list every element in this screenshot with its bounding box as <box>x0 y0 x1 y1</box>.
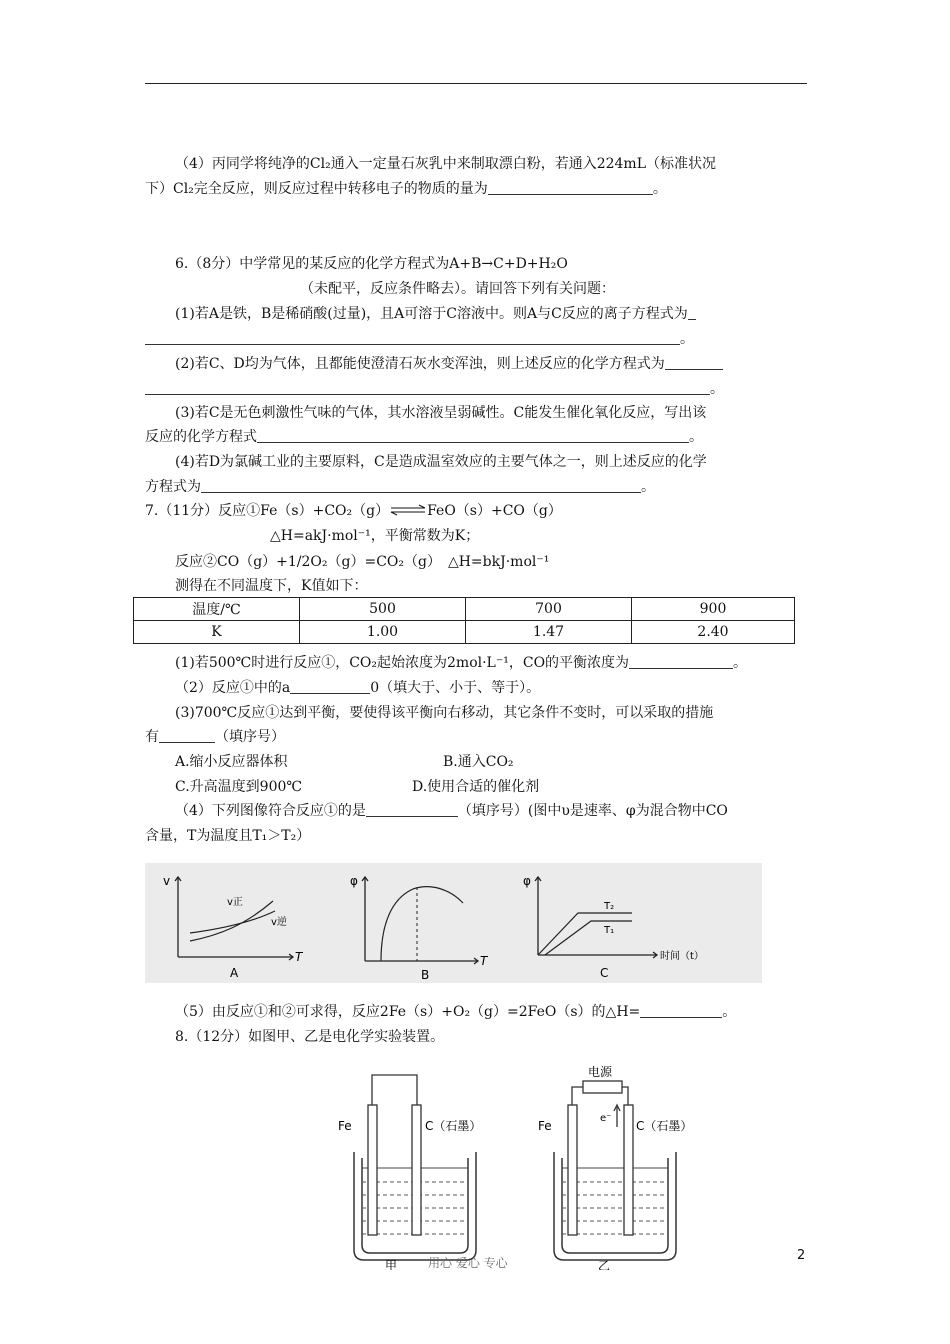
axis-label-t: T <box>480 954 488 968</box>
table-cell: 1.00 <box>300 621 466 644</box>
table-cell: K <box>134 621 300 644</box>
q6-part2-answer: 。 <box>145 380 724 398</box>
answer-blank[interactable] <box>145 330 680 345</box>
q8-title: 8.（12分）如图甲、乙是电化学实验装置。 <box>175 1029 445 1045</box>
q6-part3b: 反应的化学方程式 。 <box>145 429 703 445</box>
graph-c-label: C <box>600 966 609 980</box>
table-row <box>134 598 795 621</box>
curve-label-v-pos: v正 <box>227 897 243 908</box>
axis-label-time: 时间（t） <box>660 951 704 962</box>
apparatus-jia <box>338 1075 481 1270</box>
label-power: 电源 <box>588 1065 613 1079</box>
axis-label-v: v <box>163 874 171 888</box>
q7-title: 7.（11分）反应①Fe（s）+CO₂（g） FeO（s）+CO（g） <box>145 503 562 519</box>
axis-label-phi: φ <box>523 874 531 888</box>
curve-label-t1: T₁ <box>604 925 615 936</box>
q6-part4b: 方程式为 。 <box>145 479 655 495</box>
electrochemistry-figure <box>330 1055 720 1270</box>
label-electron: e⁻ <box>600 1113 612 1124</box>
q7-option-d: D.使用合适的催化剂 <box>412 779 540 795</box>
label-yi: 乙 <box>598 1259 611 1270</box>
table-cell: 900 <box>632 598 795 621</box>
header-rule <box>145 83 807 84</box>
table-cell: 700 <box>466 598 632 621</box>
q6-title: 6.（8分）中学常见的某反应的化学方程式为A+B→C+D+H₂O <box>175 256 568 272</box>
page-footer: 用心 爱心 专心 <box>428 1256 508 1270</box>
table-cell: 温度/℃ <box>134 598 300 621</box>
q7-part4: （4）下列图像符合反应①的是 （填序号）(图中υ是速率、φ为混合物中CO <box>175 803 728 819</box>
label-fe: Fe <box>538 1119 552 1133</box>
answer-blank[interactable] <box>640 1003 722 1018</box>
answer-blank[interactable] <box>688 305 696 320</box>
q7-part3: (3)700℃反应①达到平衡，要使得该平衡向右移动，其它条件不变时，可以采取的措施 <box>175 705 714 721</box>
table-row <box>134 621 795 644</box>
q4-line2: 下）Cl₂完全反应，则反应过程中转移电子的物质的量为 。 <box>145 181 667 197</box>
q7-option-c: C.升高温度到900℃ <box>175 779 303 795</box>
q7-part1: (1)若500℃时进行反应①，CO₂起始浓度为2mol·L⁻¹，CO的平衡浓度为 。 <box>175 655 748 671</box>
power-source-box <box>583 1081 622 1093</box>
q7-part4b: 含量，T为温度且T₁＞T₂） <box>145 828 311 844</box>
axis-label-t: T <box>295 950 303 964</box>
q7-option-b: B.通入CO₂ <box>443 754 514 770</box>
answer-blank[interactable] <box>665 355 723 370</box>
answer-blank[interactable] <box>488 180 653 195</box>
table-cell: 500 <box>300 598 466 621</box>
label-fe: Fe <box>338 1119 352 1133</box>
label-c-graphite: C（石墨） <box>425 1119 482 1133</box>
answer-blank[interactable] <box>366 802 458 817</box>
answer-blank[interactable] <box>145 380 710 395</box>
curve-label-v-neg: v逆 <box>271 917 287 928</box>
apparatus-yi <box>538 1064 692 1270</box>
q6-part1: (1)若A是铁，B是稀硝酸(过量)，且A可溶于C溶液中。则A与C反应的离子方程式为 <box>175 305 696 323</box>
q6-part4: (4)若D为氯碱工业的主要原料，C是造成温室效应的主要气体之一，则上述反应的化学 <box>175 454 707 470</box>
axis-label-phi: φ <box>350 874 358 888</box>
graph-a-label: A <box>230 966 239 980</box>
answer-blank[interactable] <box>201 478 641 493</box>
curve-label-t2: T₂ <box>604 901 615 912</box>
q6-part2: (2)若C、D均为气体，且都能使澄清石灰水变浑浊，则上述反应的化学方程式为 <box>175 355 723 373</box>
equilibrium-arrow-icon <box>389 504 427 516</box>
answer-blank[interactable] <box>290 679 370 694</box>
q4-line1: （4）丙同学将纯净的Cl₂通入一定量石灰乳中来制取漂白粉，若通入224mL（标准状况 <box>175 156 717 172</box>
q7-part5: （5）由反应①和②可求得，反应2Fe（s）+O₂（g）=2FeO（s）的△H= 。 <box>175 1004 737 1020</box>
q7-part3b: 有 （填序号） <box>145 729 285 745</box>
table-cell: 1.47 <box>466 621 632 644</box>
table-cell: 2.40 <box>632 621 795 644</box>
q6-part1-answer: 。 <box>145 330 694 348</box>
q6-note: （未配平，反应条件略去）。请回答下列有关问题： <box>300 281 615 297</box>
page-number: 2 <box>797 1248 806 1263</box>
graphs-figure <box>145 863 762 983</box>
k-value-table <box>133 597 795 644</box>
q7-reaction2: 反应②CO（g）+1/2O₂（g）=CO₂（g） △H=bkJ·mol⁻¹ <box>175 554 550 570</box>
q7-dh1: △H=akJ·mol⁻¹，平衡常数为K； <box>270 528 480 544</box>
q7-part2: （2）反应①中的a 0（填大于、小于、等于）。 <box>175 680 541 696</box>
q7-option-a: A.缩小反应器体积 <box>175 754 288 770</box>
label-c-graphite: C（石墨） <box>636 1119 693 1133</box>
answer-blank[interactable] <box>159 728 215 743</box>
graph-b-label: B <box>421 968 430 982</box>
label-jia: 甲 <box>385 1259 398 1270</box>
answer-blank[interactable] <box>629 654 733 669</box>
q6-part3: (3)若C是无色刺激性气味的气体，其水溶液呈弱碱性。C能发生催化氧化反应，写出该 <box>175 405 707 421</box>
q7-measured: 测得在不同温度下，K值如下： <box>175 578 368 594</box>
answer-blank[interactable] <box>257 428 689 443</box>
